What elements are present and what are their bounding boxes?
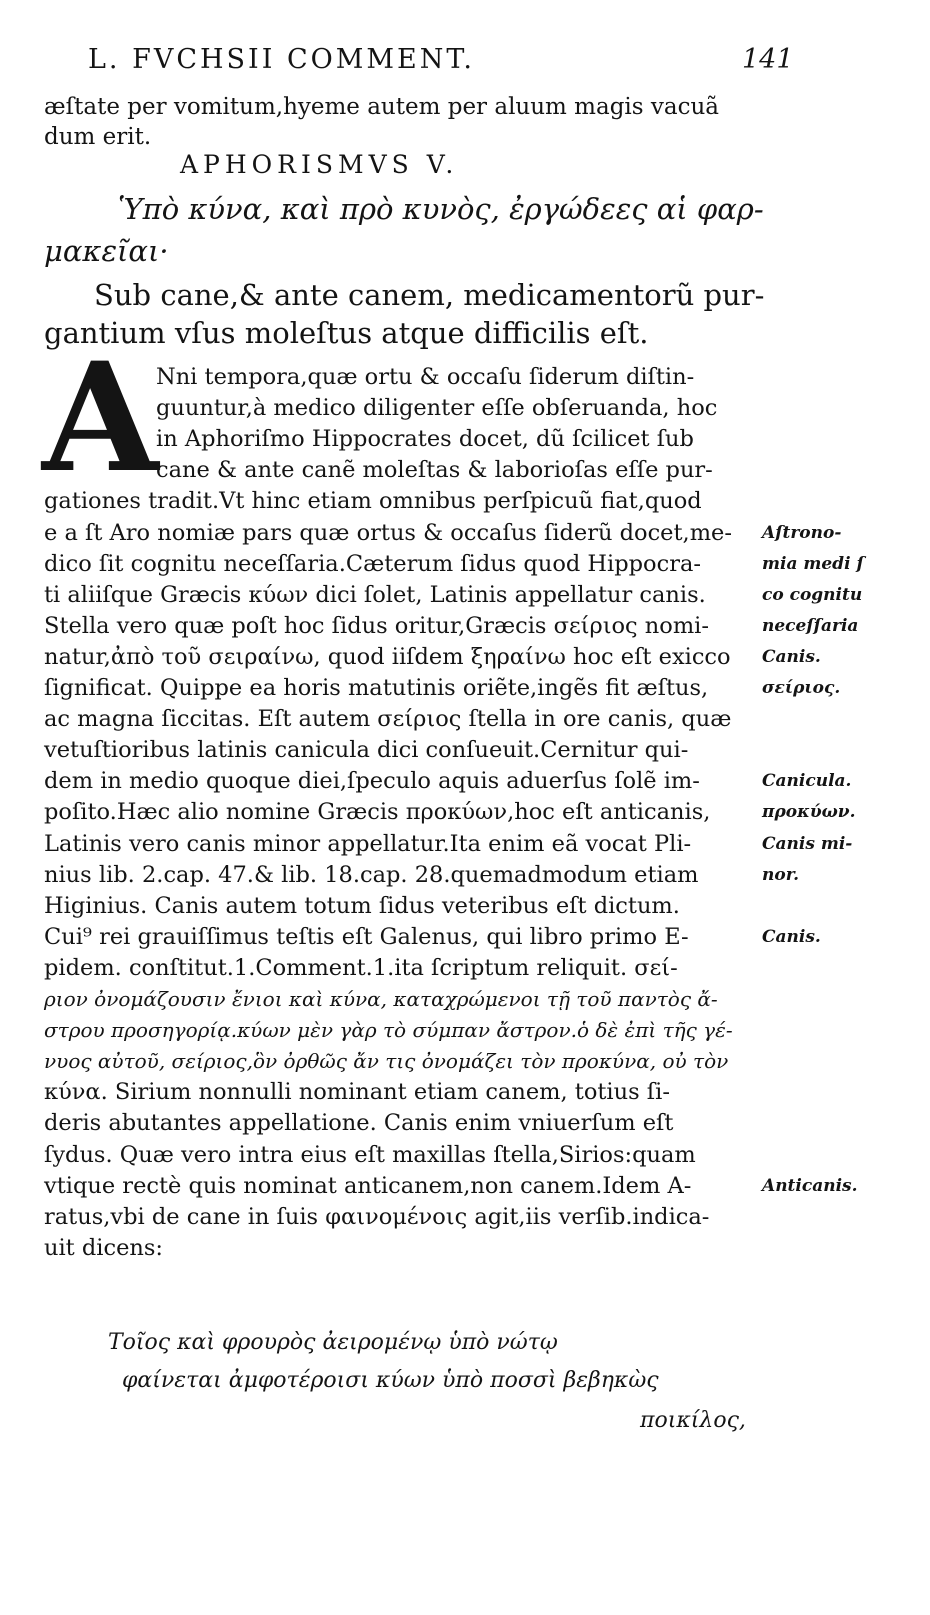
text-line: dico ſit cognitu neceſſaria.Cæterum ſidus quod Hippocra- [44,550,701,577]
aphorism-heading: APHORISMVS V. [180,150,459,179]
text-line: ριον ὀνομάζουσιν ἔνιοι καὶ κύνα, καταχρώμενοι τῇ τοῦ παντὸς ἄ- [44,987,718,1011]
margin-note: Aſtrono- [762,522,842,543]
verse-line: ποικίλος, [640,1408,746,1433]
text-line: ſydus. Quæ vero intra eius eſt maxillas ſtella,Sirios:quam [44,1141,696,1168]
running-head: L. FVCHSII COMMENT. [88,44,475,75]
text-line: νυος αὐτοῦ, σείριος,ὃν ὀρθῶς ἄν τις ὀνομάζει τὸν προκύνα, οὐ τὸν [44,1049,729,1074]
margin-note: Canicula. [762,771,852,792]
text-line: στρου προσηγορίᾳ.κύων μὲν γὰρ τὸ σύμπαν ἄστρον.ὁ δὲ ἐπὶ τῆς γέ- [44,1018,733,1043]
text-line: poſito.Hæc alio nomine Græcis προκύων,hoc eſt anticanis, [44,799,711,826]
text-line: ac magna ſiccitas. Eſt autem σείριος ſtella in ore canis, quæ [44,706,732,733]
greek-aphorism-line: μακεῖαι· [44,234,169,268]
text-line: cane & ante canẽ moleſtas & laborioſas eſſe pur- [156,457,713,484]
margin-note: Canis. [762,646,821,667]
text-line: guuntur,à medico diligenter eſſe obſeruanda, hoc [156,395,718,422]
margin-note: Canis. [762,926,821,947]
margin-note: nor. [762,864,800,885]
text-line: Nni tempora,quæ ortu & occaſu ſiderum diſtin- [156,364,695,390]
text-line: nius lib. 2.cap. 47.& lib. 18.cap. 28.quemadmodum etiam [44,861,699,888]
text-line: ratus,vbi de cane in ſuis φαινομένοις agit,iis verſib.indica- [44,1203,710,1230]
text-line: Cui⁹ rei grauiſſimus teſtis eſt Galenus, qui libro primo E- [44,923,689,950]
greek-aphorism-line: Ὑπὸ κύνα, καὶ πρὸ κυνὸς, ἐργώδεες αἱ φαρ- [118,192,764,226]
margin-note: προκύων. [762,802,856,823]
text-line: Stella vero quæ poſt hoc ſidus oritur,Græcis σείριος nomi- [44,612,709,639]
margin-note: σείριος. [762,678,841,698]
margin-note: mia medi ſ [762,553,864,574]
margin-note: Anticanis. [762,1175,858,1196]
text-line: deris abutantes appellatione. Canis enim vniuerſum eſt [44,1110,674,1137]
page-number: 141 [742,44,794,75]
text-line: natur,ἀπὸ τοῦ σειραίνω, quod iiſdem ξηραίνω hoc eſt exicco [44,643,731,670]
text-line: κύνα. Sirium nonnulli nominant etiam canem, totius ſi- [44,1079,670,1106]
text-line: vtique rectè quis nominat anticanem,non canem.Idem A- [44,1172,692,1199]
text-line: gationes tradit.Vt hinc etiam omnibus perſpicuũ fiat,quod [44,488,702,515]
text-line: e a ſt Aro nomiæ pars quæ ortus & occaſus ſiderũ docet,me- [44,519,732,546]
text-line: ti aliiſque Græcis κύων dici ſolet, Latinis appellatur canis. [44,581,706,608]
latin-aphorism-line: Sub cane,& ante canem, medicamentorũ pur- [94,278,765,312]
text-line: dum erit. [44,124,152,150]
margin-note: co cognitu [762,584,863,605]
text-line: ſignificat. Quippe ea horis matutinis oriẽte,ingẽs fit æſtus, [44,675,709,701]
verse-line: φαίνεται ἀμφοτέροισι κύων ὑπὸ ποσσὶ βεβηκὼς [122,1368,659,1393]
text-line: uit dicens: [44,1234,164,1261]
text-line: vetuſtioribus latinis canicula dici conſueuit.Cernitur qui- [44,737,689,764]
verse-line: Τοῖος καὶ φρουρὸς ἀειρομένῳ ὑπὸ νώτῳ [108,1330,558,1355]
margin-note: neceſſaria [762,615,859,636]
text-line: pidem. conſtitut.1.Comment.1.ita ſcriptum reliquit. σεί- [44,954,678,981]
text-line: Higinius. Canis autem totum ſidus veteribus eſt dictum. [44,892,680,919]
text-line: Latinis vero canis minor appellatur.Ita enim eã vocat Pli- [44,830,692,857]
text-line: dem in medio quoque diei,ſpeculo aquis aduerſus ſolẽ im- [44,768,700,795]
drop-capital: A [42,330,159,506]
text-line: æſtate per vomitum,hyeme autem per aluum magis vacuã [44,94,720,120]
margin-note: Canis mi- [762,833,853,854]
text-line: in Aphoriſmo Hippocrates docet, dũ ſcilicet ſub [156,426,694,453]
latin-aphorism-line: gantium vſus moleſtus atque difficilis eſt. [44,316,649,350]
